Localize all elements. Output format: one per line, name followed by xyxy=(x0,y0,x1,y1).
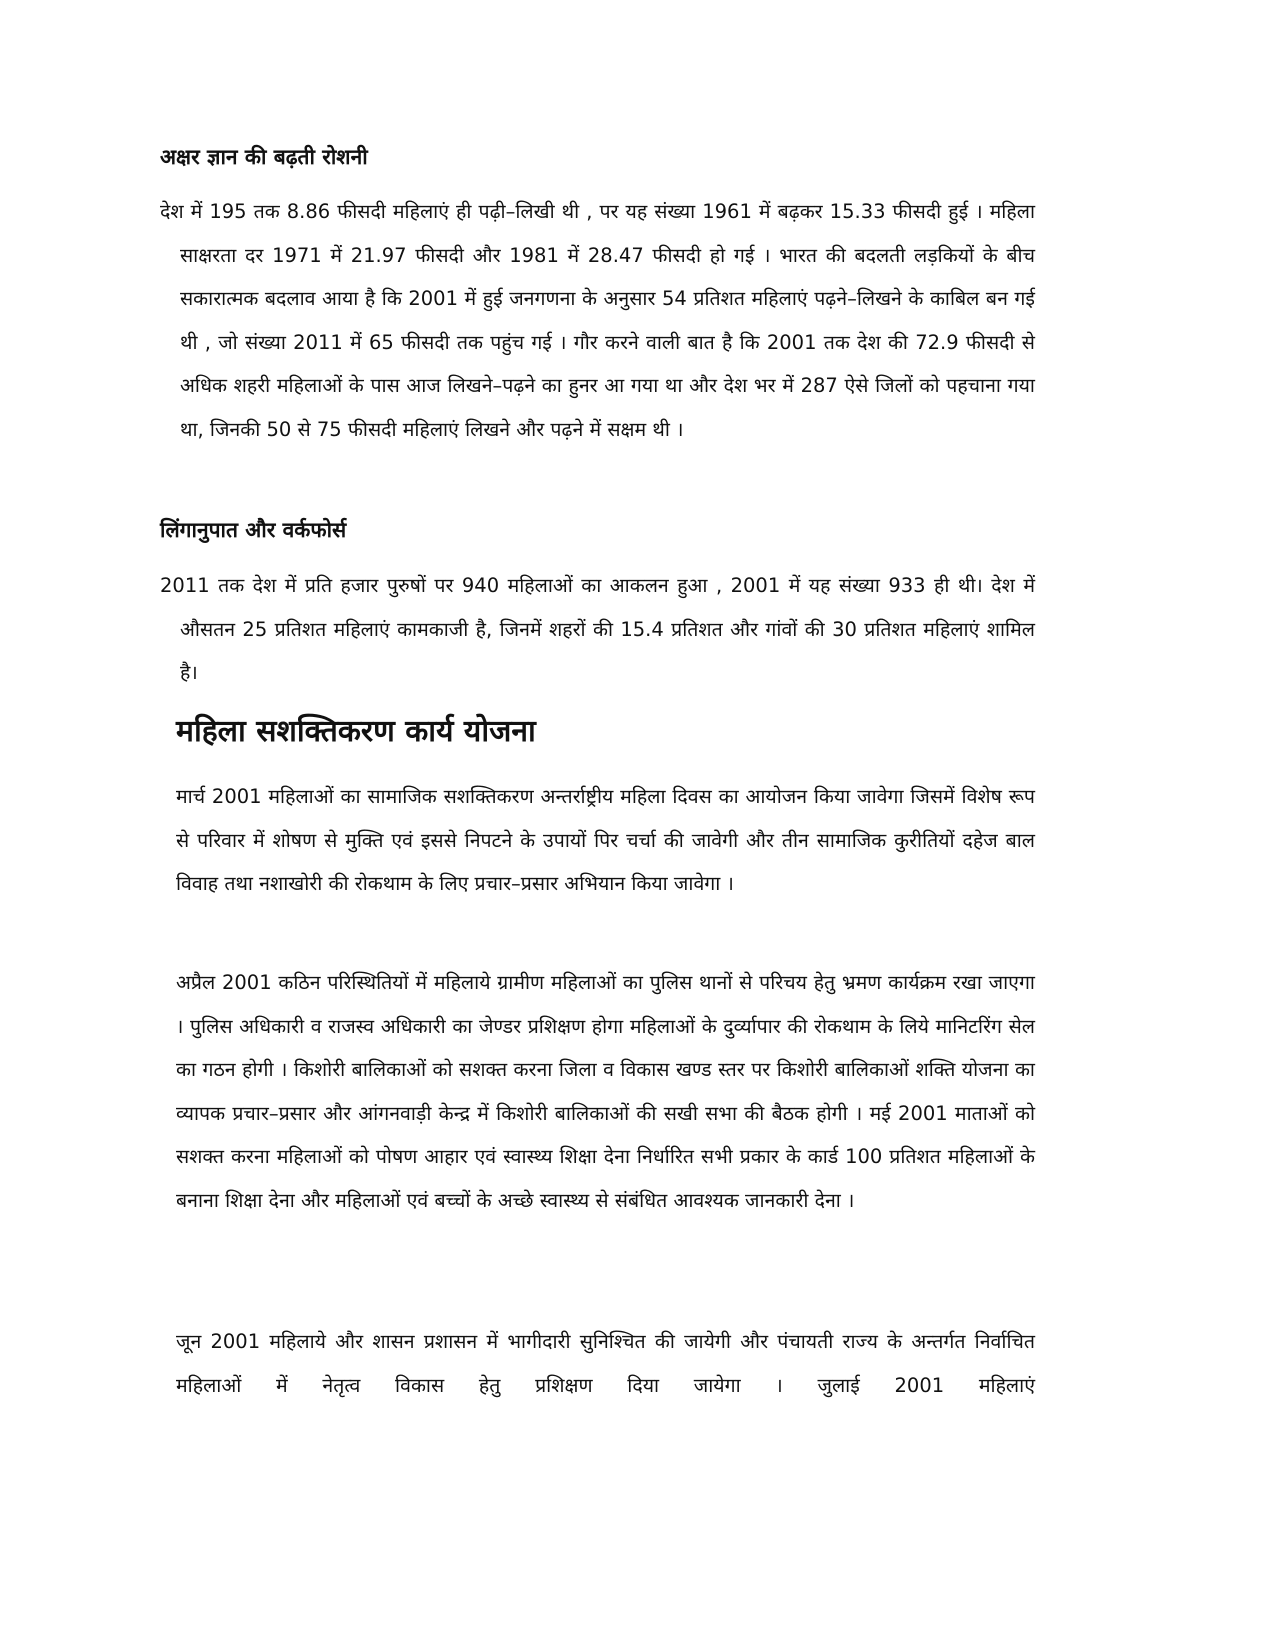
section-heading-literacy: अक्षर ज्ञान की बढ़ती रोशनी xyxy=(160,145,368,169)
paragraph-action-plan-june-july: जून 2001 महिलाये और शासन प्रशासन में भागीदारी सुनिश्चित की जायेगी और पंचायती राज्य के अन्तर्गत निर्वाचित महिलाओं में नेतृत्व विकास हेतु प्रशिक्षण दिया जायेगा । जुलाई 2001 महिलाएं xyxy=(176,1330,1035,1397)
section-heading-sex-ratio: लिंगानुपात और वर्कफोर्स xyxy=(160,518,347,542)
section-heading-action-plan: महिला सशक्तिकरण कार्य योजना xyxy=(176,714,536,749)
paragraph-sex-ratio: 2011 तक देश में प्रति हजार पुरुषों पर 940 महिलाओं का आकलन हुआ , 2001 में यह संख्या 933 ही थी। देश में औसतन 25 प्रतिशत महिलाएं कामकाजी है, जिनमें शहरों की 15.4 प्रतिशत और गांवों की 30 प्रतिशत महिलाएं शामिल है। xyxy=(160,574,1035,684)
paragraph-action-plan-april-may: अप्रैल 2001 कठिन परिस्थितियों में महिलाये ग्रामीण महिलाओं का पुलिस थानों से परिचय हेतु भ्रमण कार्यक्रम रखा जाएगा । पुलिस अधिकारी व राजस्व अधिकारी का जेण्डर प्रशिक्षण होगा महिलाओं के दुर्व्यापार की रोकथाम के लिये मानिटरिंग सेल का गठन होगी । किशोरी बालिकाओं को सशक्त करना जिला व विकास खण्ड स्तर पर किशोरी बालिकाओं शक्ति योजना का व्यापक प्रचार–प्रसार और आंगनवाड़ी केन्द्र में किशोरी बालिकाओं की सखी सभा की बैठक होगी । मई 2001 माताओं को सशक्त करना महिलाओं को पोषण आहार एवं स्वास्थ्य शिक्षा देना निर्धारित सभी प्रकार के कार्ड 100 प्रतिशत महिलाओं के बनाना शिक्षा देना और महिलाओं एवं बच्चों के अच्छे स्वास्थ्य से संबंधित आवश्यक जानकारी देना । xyxy=(176,971,1035,1212)
paragraph-action-plan-march: मार्च 2001 महिलाओं का सामाजिक सशक्तिकरण अन्तर्राष्ट्रीय महिला दिवस का आयोजन किया जावेगा जिसमें विशेष रूप से परिवार में शोषण से मुक्ति एवं इससे निपटने के उपायों पिर चर्चा की जावेगी और तीन सामाजिक कुरीतियों दहेज बाल विवाह तथा नशाखोरी की रोकथाम के लिए प्रचार–प्रसार अभियान किया जावेगा । xyxy=(176,785,1035,895)
paragraph-literacy: देश में 195 तक 8.86 फीसदी महिलाएं ही पढ़ी–लिखी थी , पर यह संख्या 1961 में बढ़कर 15.33 फीसदी हुई । महिला साक्षरता दर 1971 में 21.97 फीसदी और 1981 में 28.47 फीसदी हो गई । भारत की बदलती लड़कियों के बीच सकारात्मक बदलाव आया है कि 2001 में हुई जनगणना के अनुसार 54 प्रतिशत महिलाएं पढ़ने–लिखने के काबिल बन गई थी , जो संख्या 2011 में 65 फीसदी तक पहुंच गई । गौर करने वाली बात है कि 2001 तक देश की 72.9 फीसदी से अधिक शहरी महिलाओं के पास आज लिखने–पढ़ने का हुनर आ गया था और देश भर में 287 ऐसे जिलों को पहचाना गया था, जिनकी 50 से 75 फीसदी महिलाएं लिखने और पढ़ने में सक्षम थी । xyxy=(160,200,1035,441)
